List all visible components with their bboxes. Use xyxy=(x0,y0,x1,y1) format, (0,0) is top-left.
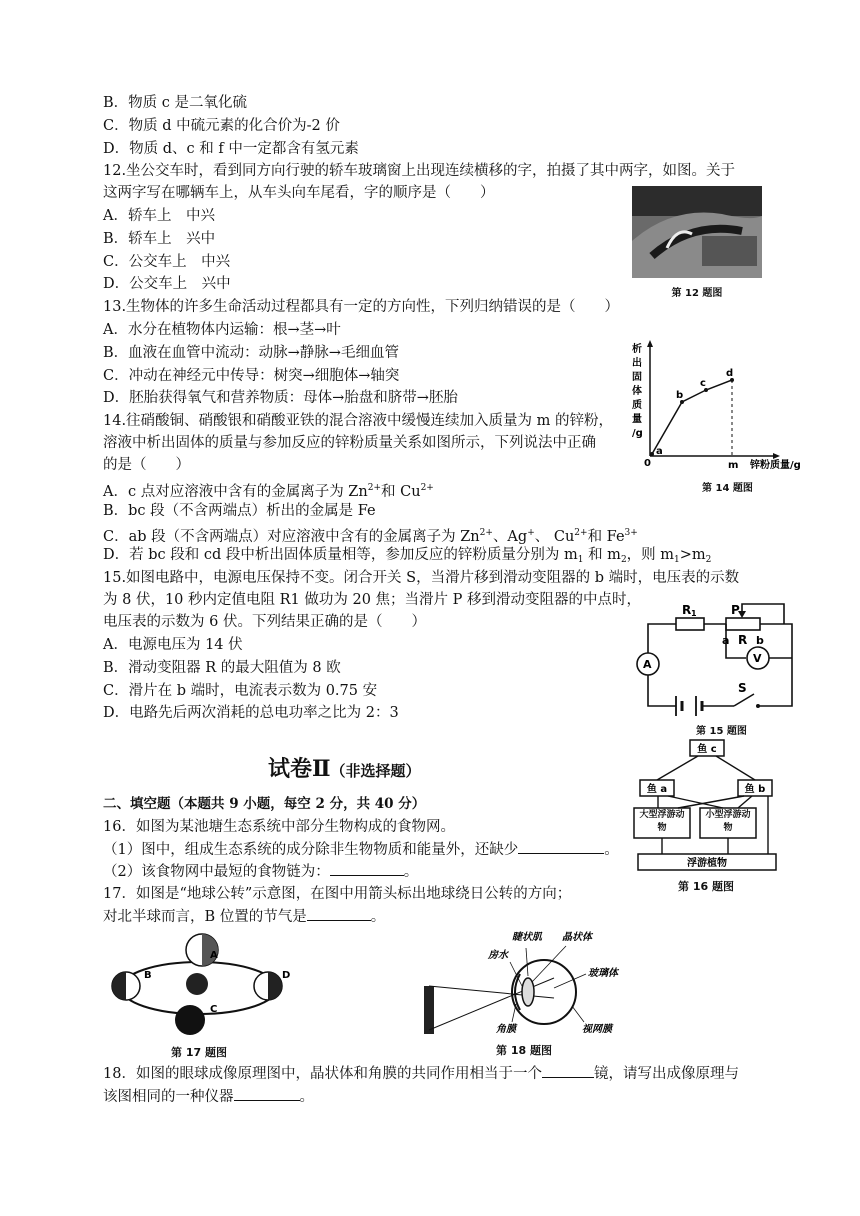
q14-option-c: C．ab 段（不含两端点）对应溶液中含有的金属离子为 $Zn^{2+}$、Ag+、 $Cu^{2+}$和 $Fe^{3+}$ xyxy=(103,528,638,545)
q14-option-d: D．若 bc 段和 cd 段中析出固体质量相等，参加反应的锌粉质量分别为 $m_1$ 和 $m_2$，则 $m_1>m_2$ xyxy=(103,547,712,565)
q14-option-d-text3: ，则 m xyxy=(626,547,675,563)
q16-part2 xyxy=(103,861,418,882)
q15-label-switch: S xyxy=(738,681,747,695)
q14-data-line xyxy=(652,380,732,454)
q14-origin: 0 xyxy=(644,458,651,469)
q12-stem-line2: 这两字写在哪辆车上，从车头向车尾看，字的顺序是（ ） xyxy=(103,185,495,201)
q15-rheostat xyxy=(726,618,760,630)
q14-stem-line3: 的是（ ） xyxy=(103,457,190,473)
q15-label-ammeter: A xyxy=(643,658,652,671)
q16-arrow-b-c xyxy=(716,756,755,780)
q15-circuit xyxy=(634,598,809,716)
q16-blank2[interactable] xyxy=(330,861,404,876)
q18-label-lens: 晶状体 xyxy=(562,932,592,943)
q14-option-d-text2: 和 m xyxy=(583,547,621,563)
q15-label-r: R xyxy=(738,633,748,647)
q18-eye-figure xyxy=(414,926,634,1058)
q15-label-p: P xyxy=(731,603,740,617)
q18-label-aqueous: 房水 xyxy=(488,950,508,961)
q17-label-c: C xyxy=(210,1004,218,1015)
q16-label-fish-c: 鱼 c xyxy=(697,744,717,755)
q18-stem-line2-end: 。 xyxy=(299,1089,314,1105)
q16-stem: 16．如图为某池塘生态系统中部分生物构成的食物网。 xyxy=(103,819,455,835)
q15-label-voltmeter: V xyxy=(753,652,762,665)
q14-option-d-text4: >m xyxy=(679,547,706,563)
q16-caption: 第 16 题图 xyxy=(678,880,734,893)
q14-option-a-text2: 和 Cu xyxy=(381,484,421,500)
q14-m-tick: m xyxy=(728,460,739,471)
q12-option-d: D．公交车上 兴中 xyxy=(103,276,231,292)
q15-option-c: C．滑片在 b 端时，电流表示数为 0.75 安 xyxy=(103,683,378,699)
q18-label-vitreous: 玻璃体 xyxy=(588,968,618,979)
q13-option-d: D．胚胎获得氧气和营养物质：母体→胎盘和脐带→胚胎 xyxy=(103,390,458,406)
q18-stem-line2-text: 该图相同的一种仪器 xyxy=(103,1089,234,1105)
q14-option-b: B．bc 段（不含两端点）析出的金属是 Fe xyxy=(103,503,376,519)
q16-foodweb-figure xyxy=(628,738,784,893)
q14-option-a-text: A．c 点对应溶液中含有的金属离子为 Zn xyxy=(103,484,368,500)
q15-option-a: A．电源电压为 14 伏 xyxy=(103,637,243,653)
q11-option-b: B．物质 c 是二氧化硫 xyxy=(103,95,247,111)
q16-label-small-zoo: 小型浮游动物 xyxy=(705,810,751,833)
q14-y-arrow xyxy=(647,340,653,347)
q16-foodweb xyxy=(628,738,784,874)
q12-photo-figure xyxy=(632,186,762,299)
section2-title xyxy=(268,752,421,783)
q13-option-c: C．冲动在神经元中传导：树突→细胞体→轴突 xyxy=(103,368,400,384)
q12-stem-line1: 12.坐公交车时，看到同方向行驶的轿车玻璃窗上出现连续横移的字，拍摄了其中两字，如图。关于 xyxy=(103,163,736,179)
q14-ylabel-1: 析 xyxy=(632,344,642,355)
q18-label-retina: 视网膜 xyxy=(582,1024,612,1035)
q14-label-b: b xyxy=(676,390,684,401)
q14-ylabel-6: 量 xyxy=(632,414,642,425)
q14-caption: 第 14 题图 xyxy=(702,483,753,494)
q14-chart-figure xyxy=(630,338,825,494)
q16-label-fish-a: 鱼 a xyxy=(646,784,668,795)
q16-label-plant: 浮游植物 xyxy=(687,858,727,869)
q18-blank2[interactable] xyxy=(234,1086,300,1101)
q14-option-c-text2: 、Ag xyxy=(492,529,528,545)
q14-ylabel-4: 体 xyxy=(632,386,642,397)
q12-option-c: C．公交车上 中兴 xyxy=(103,254,231,270)
q14-label-c: c xyxy=(700,378,706,389)
q18-label-cornea: 角膜 xyxy=(496,1024,516,1035)
q15-option-b: B．滑动变阻器 R 的最大阻值为 8 欧 xyxy=(103,660,341,676)
q17-stem-line2-end: 。 xyxy=(370,909,386,925)
q12-option-b: B．轿车上 兴中 xyxy=(103,231,216,247)
q14-label-d: d xyxy=(726,368,734,379)
q14-ylabel-7: /g xyxy=(632,428,643,439)
q18-label-ciliary: 睫状肌 xyxy=(512,932,542,943)
q16-part1 xyxy=(103,839,619,860)
q18-stem-line2 xyxy=(103,1086,314,1107)
q18-stem-line1 xyxy=(103,1063,739,1084)
q15-caption: 第 15 题图 xyxy=(696,726,747,737)
q15-resistor-r1 xyxy=(676,618,704,630)
q13-stem: 13.生物体的许多生命活动过程都具有一定的方向性，下列归纳错误的是（ ） xyxy=(103,299,620,315)
q16-blank1[interactable] xyxy=(518,839,604,854)
q14-stem-line2: 溶液中析出固体的质量与参加反应的锌粉质量关系如图所示，下列说法中正确 xyxy=(103,435,596,451)
q18-ray-top xyxy=(429,986,554,998)
q16-arrow-a-c xyxy=(657,756,698,780)
q14-option-c-text: C．ab 段（不含两端点）对应溶液中含有的金属离子为 Zn xyxy=(103,529,480,545)
q14-stem-line1: 14.往硝酸铜、硝酸银和硝酸亚铁的混合溶液中缓慢连续加入质量为 m 的锌粉， xyxy=(103,413,614,429)
q14-option-c-text4: 和 Fe xyxy=(587,529,625,545)
q14-chart xyxy=(630,338,825,473)
q18-stem-line1-end: 镜，请写出成像原理与 xyxy=(593,1066,739,1082)
q14-point-a xyxy=(650,452,654,456)
q14-ylabel-2: 出 xyxy=(632,358,642,369)
section2-header: 二、填空题（本题共 9 小题，每空 2 分，共 40 分） xyxy=(103,796,426,812)
q17-earth-c xyxy=(175,1005,205,1035)
q17-label-d: D xyxy=(282,970,291,981)
q13-option-a: A．水分在植物体内运输：根→茎→叶 xyxy=(103,322,341,338)
q15-switch-lever xyxy=(734,694,754,706)
q14-ylabel-5: 质 xyxy=(632,400,642,411)
q15-label-r1-sub: 1 xyxy=(691,609,697,618)
q18-caption: 第 18 题图 xyxy=(496,1044,552,1057)
q15-stem-line1: 15.如图电路中，电源电压保持不变。闭合开关 S，当滑片移到滑动变阻器的 b 端时，电压表的示数 xyxy=(103,570,740,586)
q18-pointer-retina xyxy=(572,1006,584,1022)
q17-earth-b-shade xyxy=(112,972,126,1000)
q15-wire-slider xyxy=(742,604,784,624)
q16-part2-text: （2）该食物网中最短的食物链为： xyxy=(103,864,330,880)
q12-option-a: A．轿车上 中兴 xyxy=(103,208,215,224)
q17-orbit-figure xyxy=(104,928,294,1059)
q14-x-arrow xyxy=(773,453,780,459)
q15-stem-line2: 为 8 伏，10 秒内定值电阻 R1 做功为 20 焦；当滑片 P 移到滑动变阻器的中点时， xyxy=(103,592,642,608)
q18-pointer-vitreous xyxy=(554,974,586,988)
q17-stem-line1: 17．如图是“地球公转”示意图，在图中用箭头标出地球绕日公转的方向； xyxy=(103,886,572,902)
q15-option-d: D．电路先后两次消耗的总电功率之比为 2：3 xyxy=(103,705,399,721)
q17-stem-line2-text: 对北半球而言，B 位置的节气是 xyxy=(103,909,307,925)
q17-earth-d-shade xyxy=(268,972,282,1000)
q18-lens-shape xyxy=(522,978,534,1006)
q12-caption: 第 12 题图 xyxy=(671,288,723,299)
q17-blank[interactable] xyxy=(307,906,371,921)
q16-arrow-small-b xyxy=(738,796,752,808)
q15-stem-line3: 电压表的示数为 6 伏。下列结果正确的是（ ） xyxy=(103,614,426,630)
q16-arrow-big-b xyxy=(678,796,744,808)
q16-part1-text: （1）图中，组成生态系统的成分除非生物物质和能量外，还缺少 xyxy=(103,842,519,858)
q13-option-b: B．血液在血管中流动：动脉→静脉→毛细血管 xyxy=(103,345,399,361)
q15-wire-bottom-left xyxy=(648,675,676,706)
q18-candle xyxy=(424,986,434,1034)
q11-option-c: C．物质 d 中硫元素的化合价为-2 价 xyxy=(103,118,340,134)
q15-circuit-figure xyxy=(634,598,809,737)
q14-option-d-text: D．若 bc 段和 cd 段中析出固体质量相等，参加反应的锌粉质量分别为 m xyxy=(103,547,578,563)
q17-sun xyxy=(186,973,208,995)
q17-label-b: B xyxy=(144,970,152,981)
q11-option-d: D．物质 d、c 和 f 中一定都含有氢元素 xyxy=(103,141,359,157)
q17-caption: 第 17 题图 xyxy=(171,1046,227,1059)
q16-part2-end: 。 xyxy=(403,864,419,880)
q17-orbit xyxy=(104,928,294,1038)
q18-eye xyxy=(414,926,634,1038)
q18-blank1[interactable] xyxy=(542,1063,594,1078)
q15-label-r1: R xyxy=(682,603,692,617)
section2-title-main: 试卷Ⅱ xyxy=(268,756,331,782)
q14-option-c-text3: 、 Cu xyxy=(534,529,575,545)
q14-xlabel: 锌粉质量/g xyxy=(750,460,801,471)
q14-option-a: A．c 点对应溶液中含有的金属离子为 $Zn^{2+}$和 $Cu^{2+}$ xyxy=(103,483,434,500)
q14-label-a: a xyxy=(656,446,663,457)
q14-ylabel-3: 固 xyxy=(632,372,642,383)
q16-label-big-zoo: 大型浮游动物 xyxy=(639,810,685,833)
q18-pointer-ciliary xyxy=(526,948,528,976)
q17-stem-line2 xyxy=(103,906,385,927)
q18-pointer-cornea xyxy=(512,1004,516,1022)
q16-part1-end: 。 xyxy=(604,842,619,858)
q17-label-a: A xyxy=(210,950,218,961)
q15-label-a: a xyxy=(722,634,730,647)
q16-label-fish-b: 鱼 b xyxy=(744,784,766,795)
q15-label-b: b xyxy=(756,634,764,647)
q18-stem-line1-text: 18．如图的眼球成像原理图中，晶状体和角膜的共同作用相当于一个 xyxy=(103,1066,542,1082)
section2-subtitle: （非选择题） xyxy=(330,762,421,780)
q12-car-window-photo xyxy=(632,186,762,278)
